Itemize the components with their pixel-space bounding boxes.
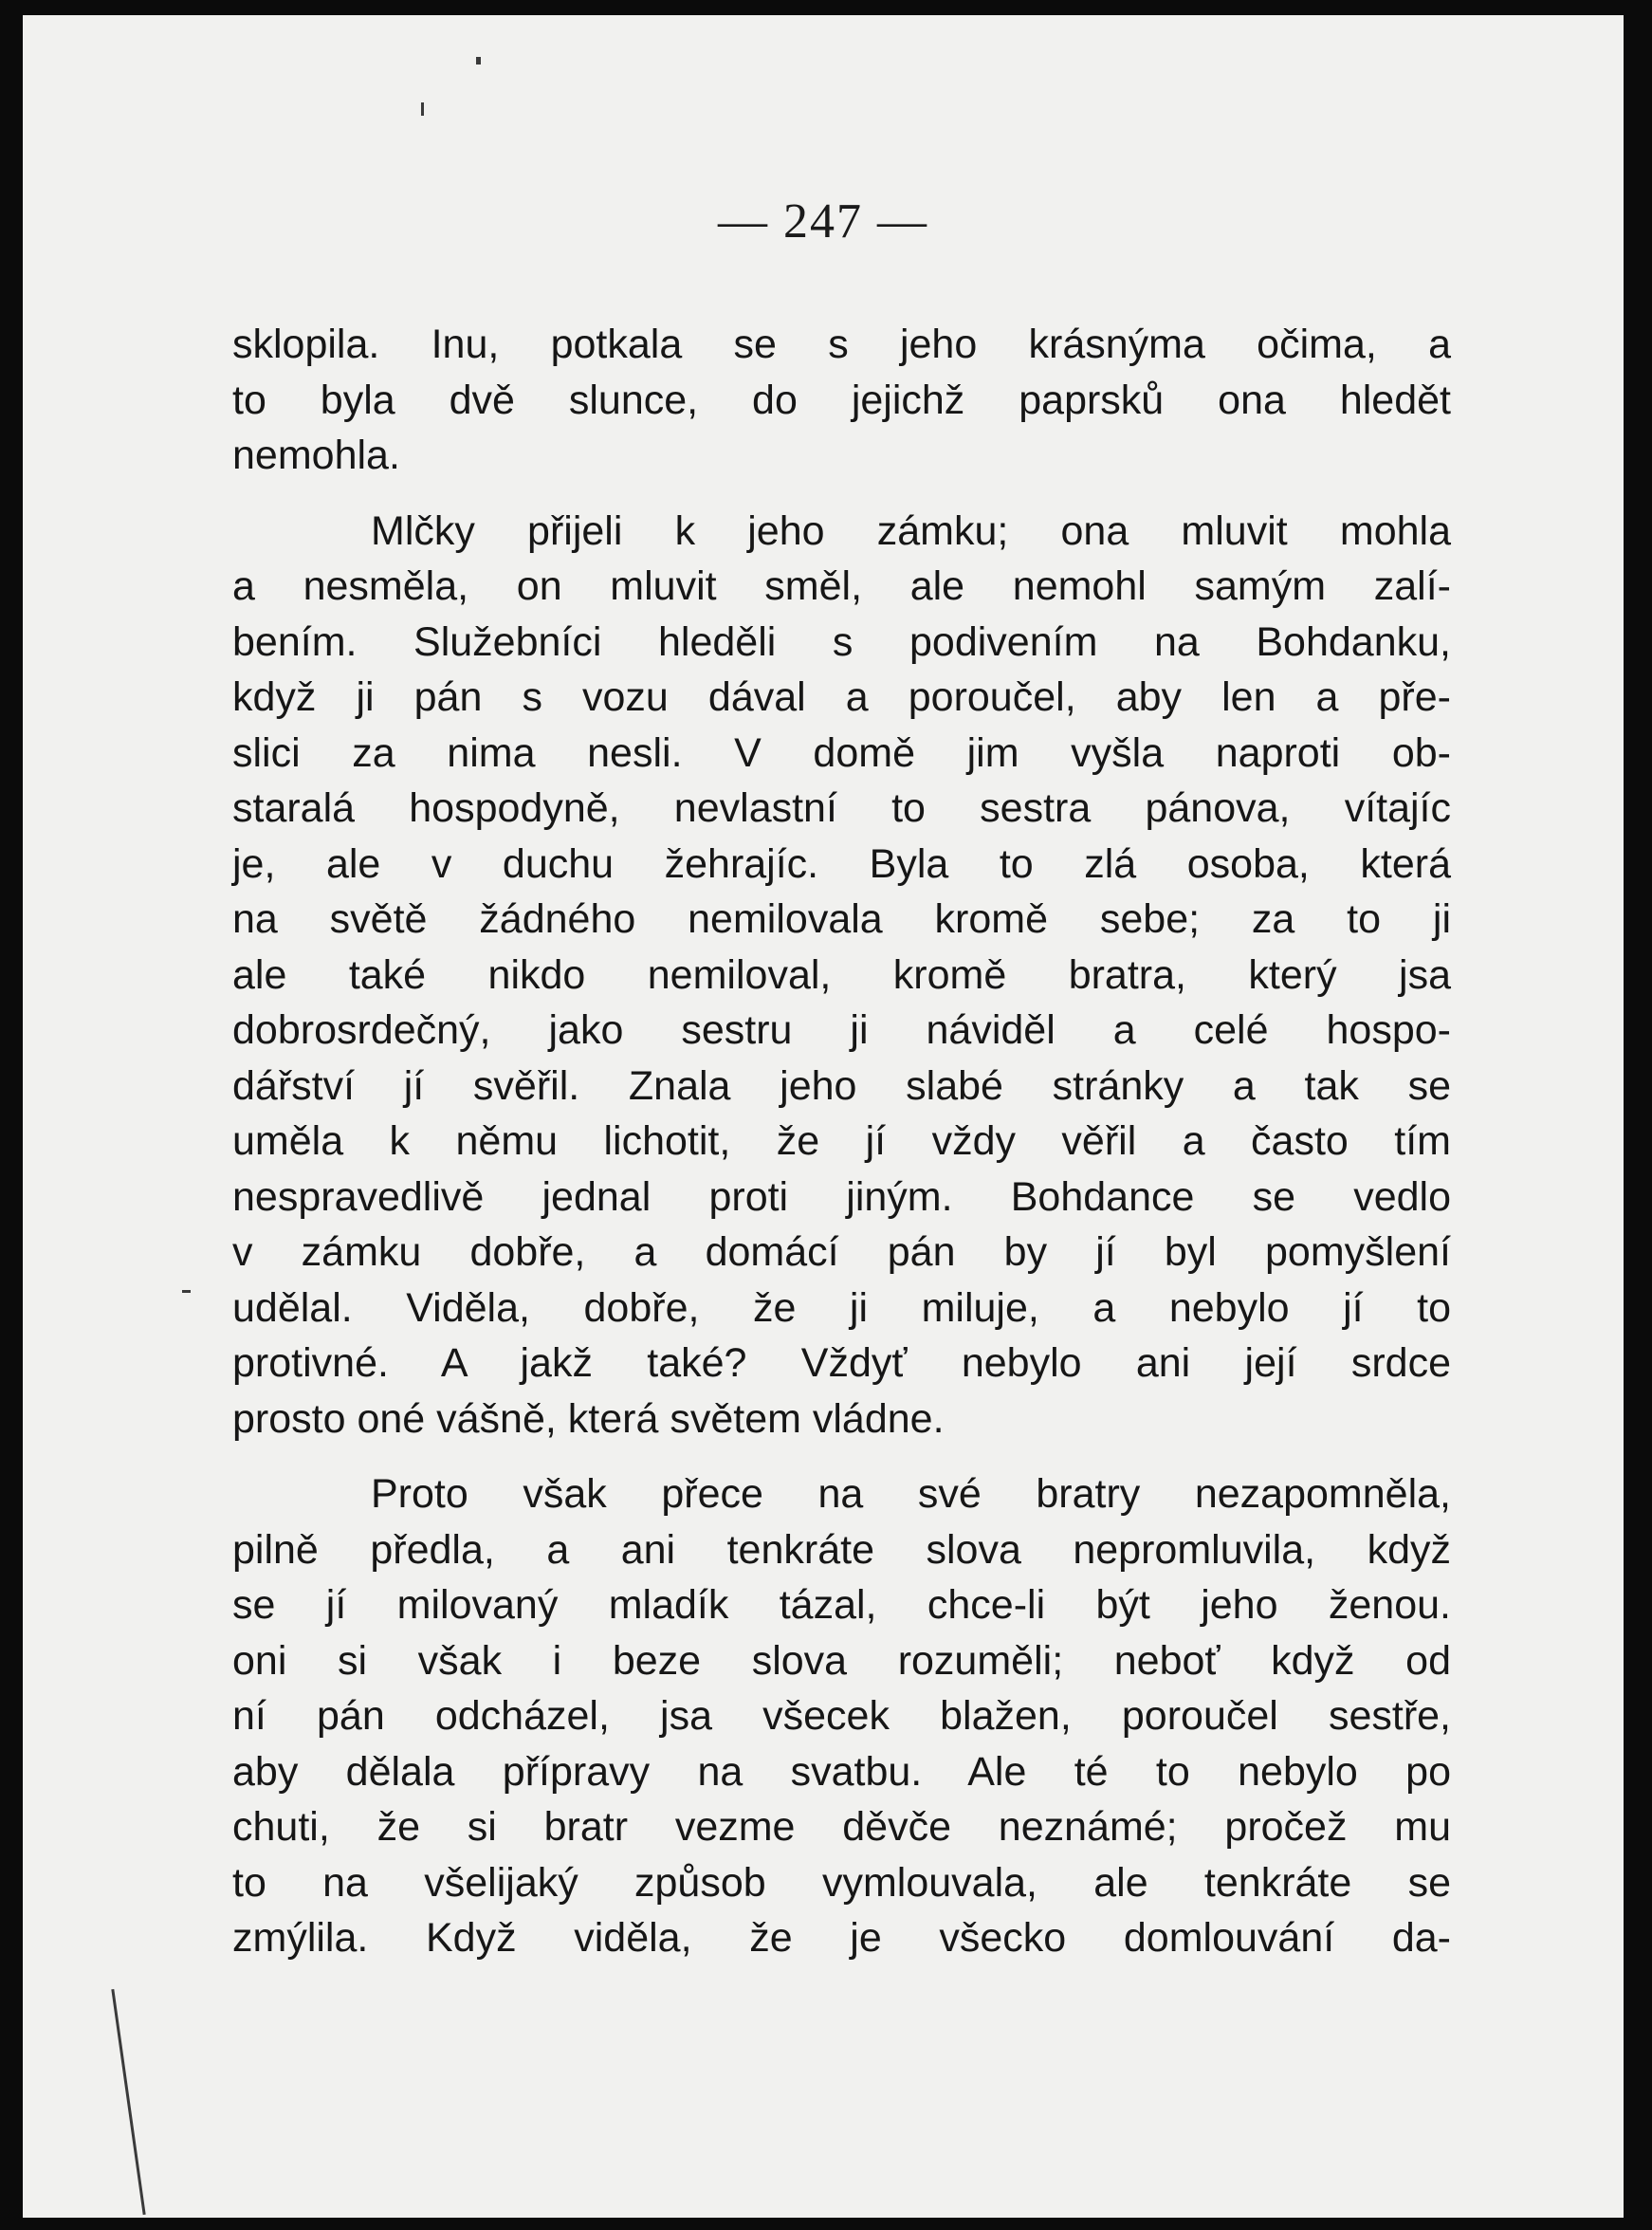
text-line: pilně předla, a ani tenkráte slova nepromluvila, když: [232, 1526, 1451, 1573]
text-line: dobrosrdečný, jako sestru ji náviděl a celé hospo-: [232, 1007, 1451, 1053]
text-line: protivné. A jakž také? Vždyť nebylo ani její srdce: [232, 1340, 1451, 1386]
text-line: když ji pán s vozu dával a poroučel, aby len a pře-: [232, 674, 1451, 720]
text-line: slici za nima nesli. V domě jim vyšla naproti ob-: [232, 729, 1451, 776]
text-line: staralá hospodyně, nevlastní to sestra pánova, vítajíc: [232, 785, 1451, 831]
text-line: uměla k němu lichotit, že jí vždy věřil a často tím: [232, 1118, 1451, 1164]
text-line: ale také nikdo nemiloval, kromě bratra, který jsa: [232, 951, 1451, 998]
text-line: sklopila. Inu, potkala se s jeho krásnýma očima, a: [232, 322, 1451, 367]
text-line: dářství jí svěřil. Znala jeho slabé stránky a tak se: [232, 1062, 1451, 1109]
scan-line: [111, 1989, 145, 2215]
paragraph-3: [232, 1466, 1451, 1966]
text-line: prosto oné vášně, která světem vládne.: [232, 1395, 945, 1442]
text-line: nemohla.: [232, 433, 400, 478]
paragraph-1: [232, 317, 1451, 484]
paragraph-2: [232, 504, 1451, 1447]
text-line: to byla dvě slunce, do jejichž paprsků ona hledět: [232, 377, 1451, 423]
text-line: se jí milovaný mladík tázal, chce-li být jeho ženou.: [232, 1582, 1451, 1628]
book-page: [23, 15, 1624, 2218]
scan-speck: [182, 1290, 191, 1293]
text-line: Proto však přece na své bratry nezapomněla,: [371, 1471, 1451, 1517]
text-line: ní pán odcházel, jsa všecek blažen, poroučel sestře,: [232, 1693, 1451, 1739]
text-line: chuti, že si bratr vezme děvče neznámé; pročež mu: [232, 1804, 1451, 1850]
page-text: [232, 317, 1451, 1966]
text-line: a nesměla, on mluvit směl, ale nemohl samým zalí-: [232, 563, 1451, 609]
text-line: na světě žádného nemilovala kromě sebe; za to ji: [232, 896, 1451, 942]
text-line: to na všelijaký způsob vymlouvala, ale tenkráte se: [232, 1859, 1451, 1906]
page-number: — 247 —: [718, 194, 928, 249]
scan-speck: [421, 102, 424, 116]
text-line: udělal. Viděla, dobře, že ji miluje, a nebylo jí to: [232, 1284, 1451, 1331]
text-line: aby dělala přípravy na svatbu. Ale té to nebylo po: [232, 1748, 1451, 1795]
text-line: zmýlila. Když viděla, že je všecko domlouvání da-: [232, 1915, 1451, 1961]
text-line: bením. Služebníci hleděli s podivením na Bohdanku,: [232, 618, 1451, 665]
text-line: nespravedlivě jednal proti jiným. Bohdance se vedlo: [232, 1173, 1451, 1220]
text-line: je, ale v duchu žehrajíc. Byla to zlá osoba, která: [232, 840, 1451, 887]
text-line: v zámku dobře, a domácí pán by jí byl pomyšlení: [232, 1229, 1451, 1275]
scan-speck: [476, 57, 481, 65]
text-line: Mlčky přijeli k jeho zámku; ona mluvit mohla: [371, 507, 1451, 554]
text-line: oni si však i beze slova rozuměli; neboť když od: [232, 1637, 1451, 1684]
